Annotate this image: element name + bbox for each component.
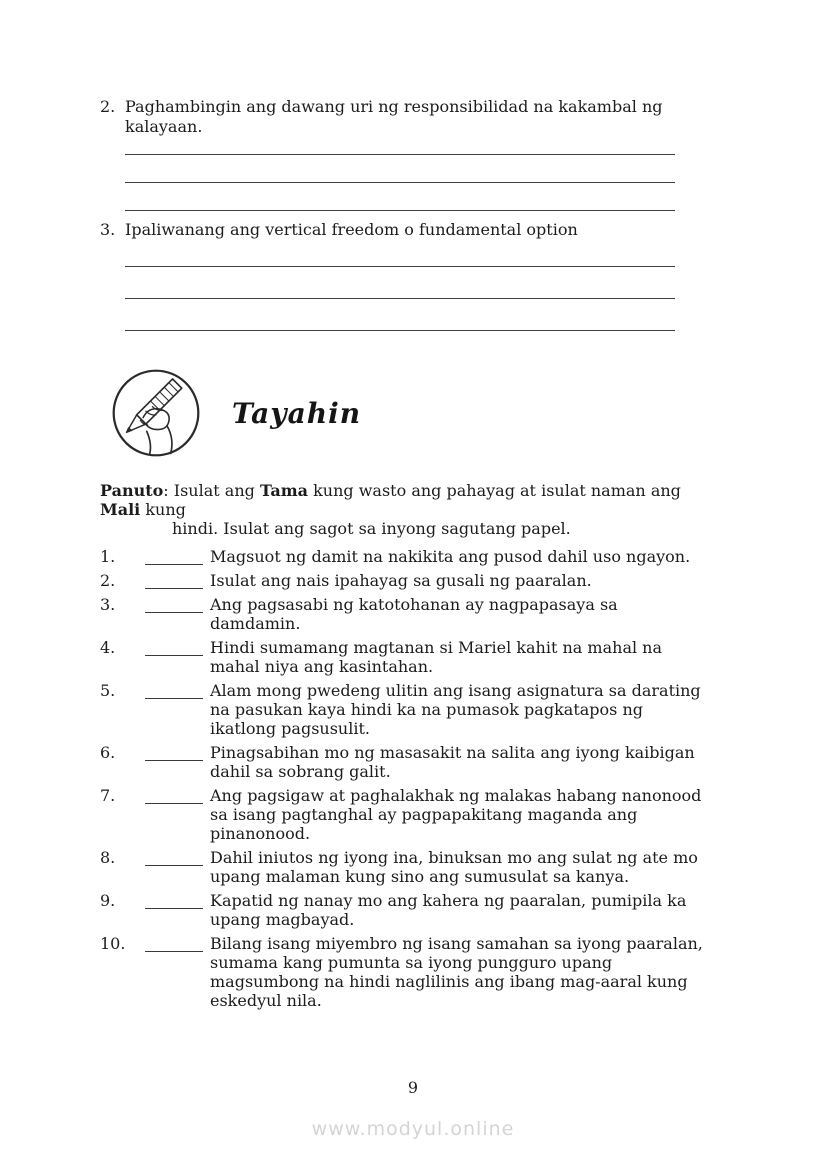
item-text: [210, 595, 710, 633]
item-number: 1.: [100, 547, 116, 566]
item-number: 4.: [100, 638, 116, 657]
instructions-line-2: hindi. Isulat ang sagot sa inyong sagutang papel.: [172, 519, 571, 538]
question-text: Ipaliwanang ang vertical freedom o fundamental option: [125, 220, 578, 239]
answer-blank: [145, 597, 203, 613]
instructions-keyword-mali: Mali: [100, 500, 141, 519]
instructions: [100, 481, 726, 538]
item-number: 3.: [100, 595, 116, 614]
item-text-line: upang magbayad.: [210, 910, 355, 929]
answer-blank: [145, 745, 203, 761]
item-number: 2.: [100, 571, 116, 590]
answer-line: [125, 183, 675, 211]
instructions-text: kung wasto ang pahayag at isulat naman ang: [308, 481, 681, 500]
open-question-2: [100, 97, 726, 211]
answer-lines: [125, 127, 675, 211]
answer-lines: [125, 235, 675, 331]
item-text: [210, 743, 710, 781]
item-text-line: Kapatid ng nanay mo ang kahera ng paaralan, pumipila ka: [210, 891, 687, 910]
answer-blank: [145, 850, 203, 866]
item-text: [210, 681, 710, 738]
item-text: [210, 934, 710, 1010]
item-text-line: magsumbong na hindi naglilinis ang ibang mag-aaral kung: [210, 972, 688, 991]
item-number: 8.: [100, 848, 116, 867]
open-question-row: [100, 97, 726, 137]
tf-item-9: [100, 891, 726, 929]
item-text: [210, 547, 710, 566]
instructions-label: Panuto: [100, 481, 164, 500]
item-text-line: upang malaman kung sino ang sumusulat sa kanya.: [210, 867, 630, 886]
item-text: [210, 786, 710, 843]
item-text-line: pinanonood.: [210, 824, 311, 843]
answer-blank: [145, 936, 203, 952]
item-text-line: ikatlong pagsusulit.: [210, 719, 370, 738]
item-text-line: Ang pagsasabi ng katotohanan ay nagpapasaya sa damdamin.: [210, 595, 618, 633]
tf-item-3: [100, 595, 726, 633]
instructions-text: : Isulat ang: [163, 481, 260, 500]
item-text-line: Ang pagsigaw at paghalakhak ng malakas habang nanonood: [210, 786, 702, 805]
item-text-line: sumama kang pumunta sa iyong pungguro upang: [210, 953, 613, 972]
item-number: 5.: [100, 681, 116, 700]
hand-writing-icon: [110, 367, 202, 459]
question-text: Paghambingin ang dawang uri ng responsibilidad na kakambal ng kalayaan.: [125, 97, 663, 136]
item-text-line: mahal niya ang kasintahan.: [210, 657, 434, 676]
item-number: 6.: [100, 743, 116, 762]
item-number: 7.: [100, 786, 116, 805]
answer-line: [125, 299, 675, 331]
instructions-line-1: [100, 481, 726, 519]
page-number: 9: [407, 1078, 419, 1097]
item-text-line: eskedyul nila.: [210, 991, 322, 1010]
tf-item-2: [100, 571, 726, 590]
tf-item-7: [100, 786, 726, 843]
answer-blank: [145, 788, 203, 804]
answer-blank: [145, 893, 203, 909]
answer-blank: [145, 683, 203, 699]
item-text-line: Magsuot ng damit na nakikita ang pusod dahil uso ngayon.: [210, 547, 691, 566]
item-number: 9.: [100, 891, 116, 910]
item-text-line: sa isang pagtanghal ay pagpapakitang maganda ang: [210, 805, 638, 824]
instructions-text: kung: [140, 500, 186, 519]
answer-blank: [145, 573, 203, 589]
tf-item-5: [100, 681, 726, 738]
item-text-line: Alam mong pwedeng ulitin ang isang asignatura sa darating: [210, 681, 701, 700]
tf-item-6: [100, 743, 726, 781]
open-question-3: [100, 220, 726, 331]
tf-item-10: [100, 934, 726, 1010]
item-text-line: na pasukan kaya hindi ka na pumasok pagkatapos ng: [210, 700, 643, 719]
question-number: 2.: [100, 97, 116, 116]
item-text-line: dahil sa sobrang galit.: [210, 762, 391, 781]
question-number: 3.: [100, 220, 116, 239]
item-text: [210, 848, 710, 886]
answer-blank: [145, 549, 203, 565]
tf-item-8: [100, 848, 726, 886]
item-text: [210, 891, 710, 929]
section-title: Tayahin: [232, 396, 362, 430]
item-text: [210, 571, 710, 590]
item-number: 10.: [100, 934, 126, 953]
item-text: [210, 638, 710, 676]
open-question-row: [100, 220, 726, 240]
answer-blank: [145, 640, 203, 656]
answer-line: [125, 155, 675, 183]
watermark: www.modyul.online: [311, 1118, 515, 1140]
section-header: [110, 367, 726, 459]
answer-line: [125, 267, 675, 299]
item-text-line: Pinagsabihan mo ng masasakit na salita ang iyong kaibigan: [210, 743, 695, 762]
item-text-line: Isulat ang nais ipahayag sa gusali ng paaralan.: [210, 571, 592, 590]
item-text-line: Bilang isang miyembro ng isang samahan sa iyong paaralan,: [210, 934, 703, 953]
item-text-line: Hindi sumamang magtanan si Mariel kahit na mahal na: [210, 638, 663, 657]
tf-item-4: [100, 638, 726, 676]
item-text-line: Dahil iniutos ng iyong ina, binuksan mo ang sulat ng ate mo: [210, 848, 698, 867]
tf-item-1: [100, 547, 726, 566]
instructions-keyword-tama: Tama: [259, 481, 308, 500]
true-false-list: [100, 547, 726, 1010]
